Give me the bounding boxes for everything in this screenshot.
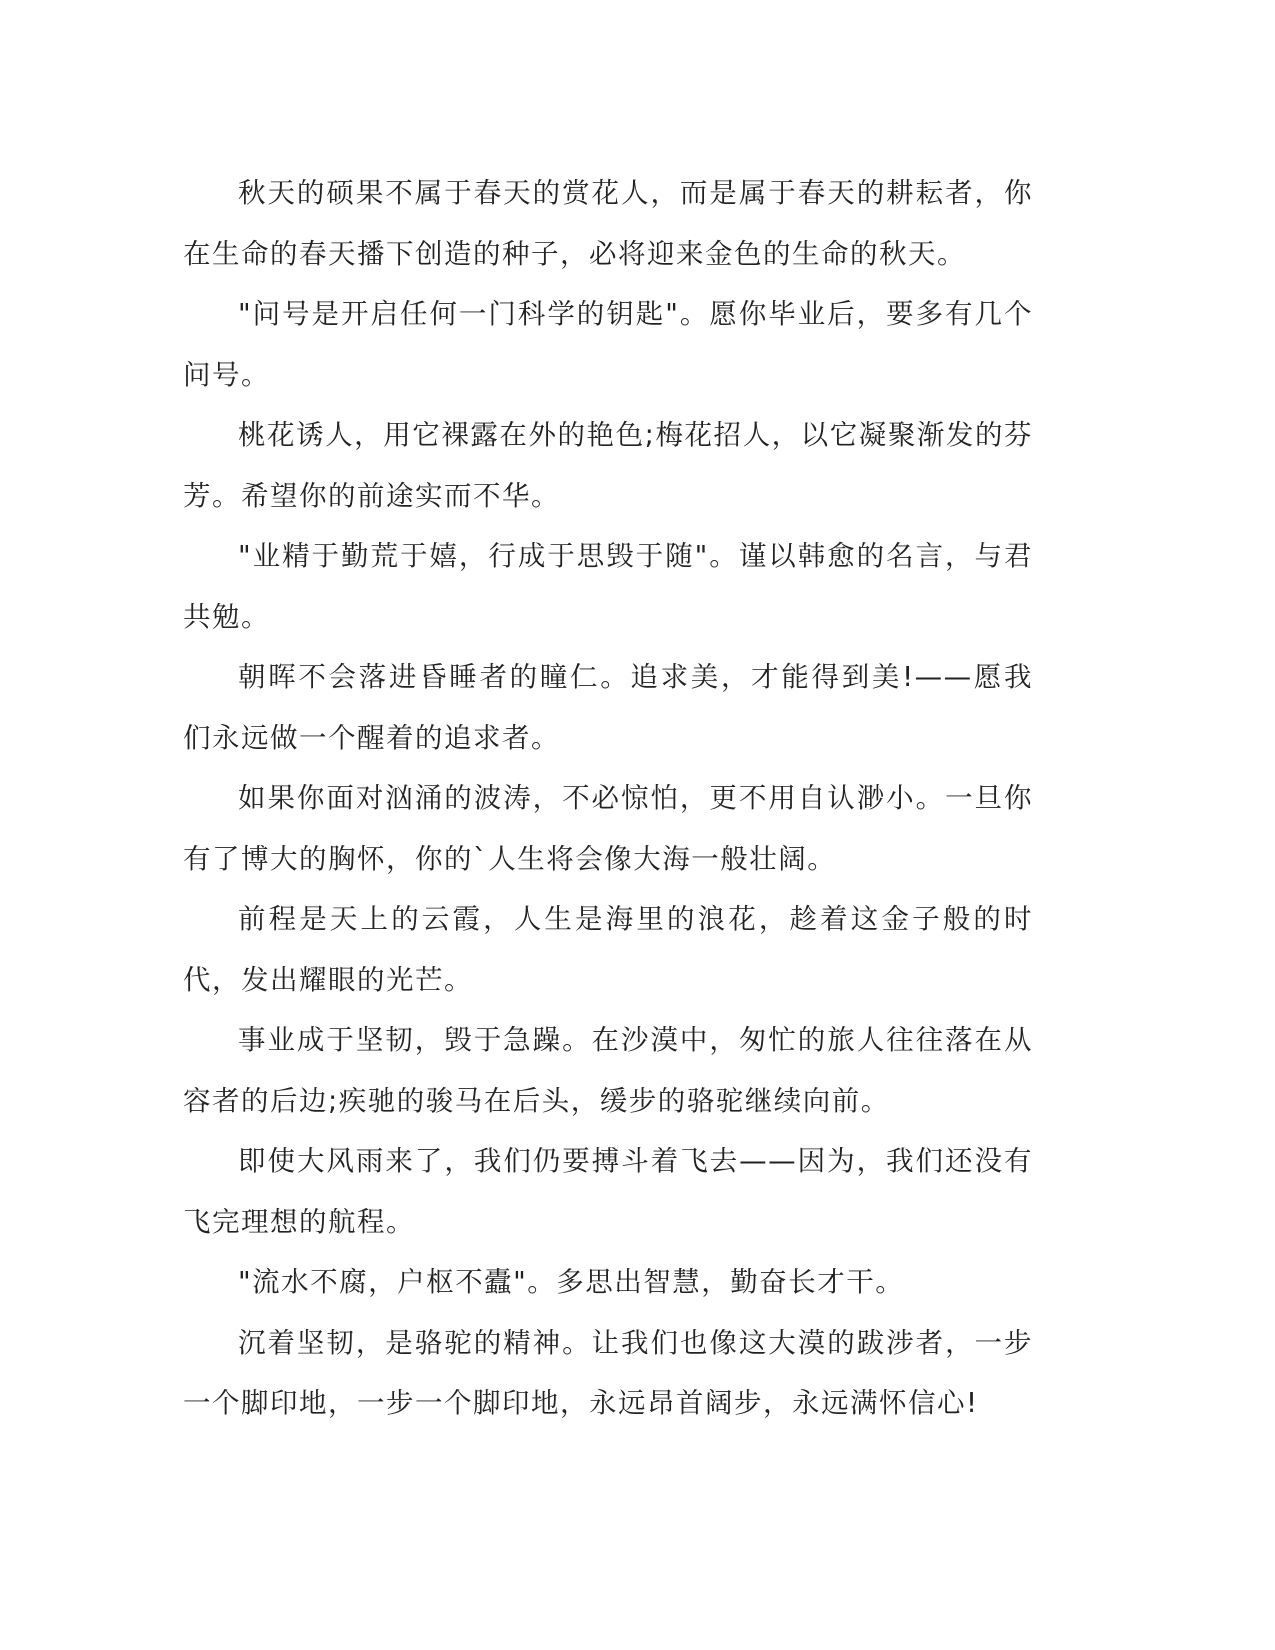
paragraph: 沉着坚韧，是骆驼的精神。让我们也像这大漠的跋涉者，一步一个脚印地，一步一个脚印地，永远昂首阔步，永远满怀信心! [183, 1326, 1033, 1419]
paragraph: 事业成于坚韧，毁于急躁。在沙漠中，匆忙的旅人往往落在从容者的后边;疾驰的骏马在后头，缓步的骆驼继续向前。 [183, 1024, 1033, 1117]
paragraph: 秋天的硕果不属于春天的赏花人，而是属于春天的耕耘者，你在生命的春天播下创造的种子，必将迎来金色的生命的秋天。 [183, 177, 1033, 270]
paragraph: 桃花诱人，用它裸露在外的艳色;梅花招人，以它凝聚渐发的芬芳。希望你的前途实而不华。 [183, 419, 1033, 512]
paragraph: "业精于勤荒于嬉，行成于思毁于随"。谨以韩愈的名言，与君共勉。 [183, 540, 1033, 633]
paragraph: 即使大风雨来了，我们仍要搏斗着飞去——因为，我们还没有飞完理想的航程。 [183, 1145, 1033, 1238]
paragraph: "问号是开启任何一门科学的钥匙"。愿你毕业后，要多有几个问号。 [183, 298, 1033, 391]
paragraph: "流水不腐，户枢不蠹"。多思出智慧，勤奋长才干。 [238, 1266, 905, 1298]
paragraph: 如果你面对汹涌的波涛，不必惊怕，更不用自认渺小。一旦你有了博大的胸怀，你的`人生将会像大海一般壮阔。 [183, 782, 1033, 875]
paragraph: 朝晖不会落进昏睡者的瞳仁。追求美，才能得到美!——愿我们永远做一个醒着的追求者。 [183, 661, 1033, 754]
paragraph: 前程是天上的云霞，人生是海里的浪花，趁着这金子般的时代，发出耀眼的光芒。 [183, 903, 1033, 996]
document-body [183, 163, 1033, 1434]
